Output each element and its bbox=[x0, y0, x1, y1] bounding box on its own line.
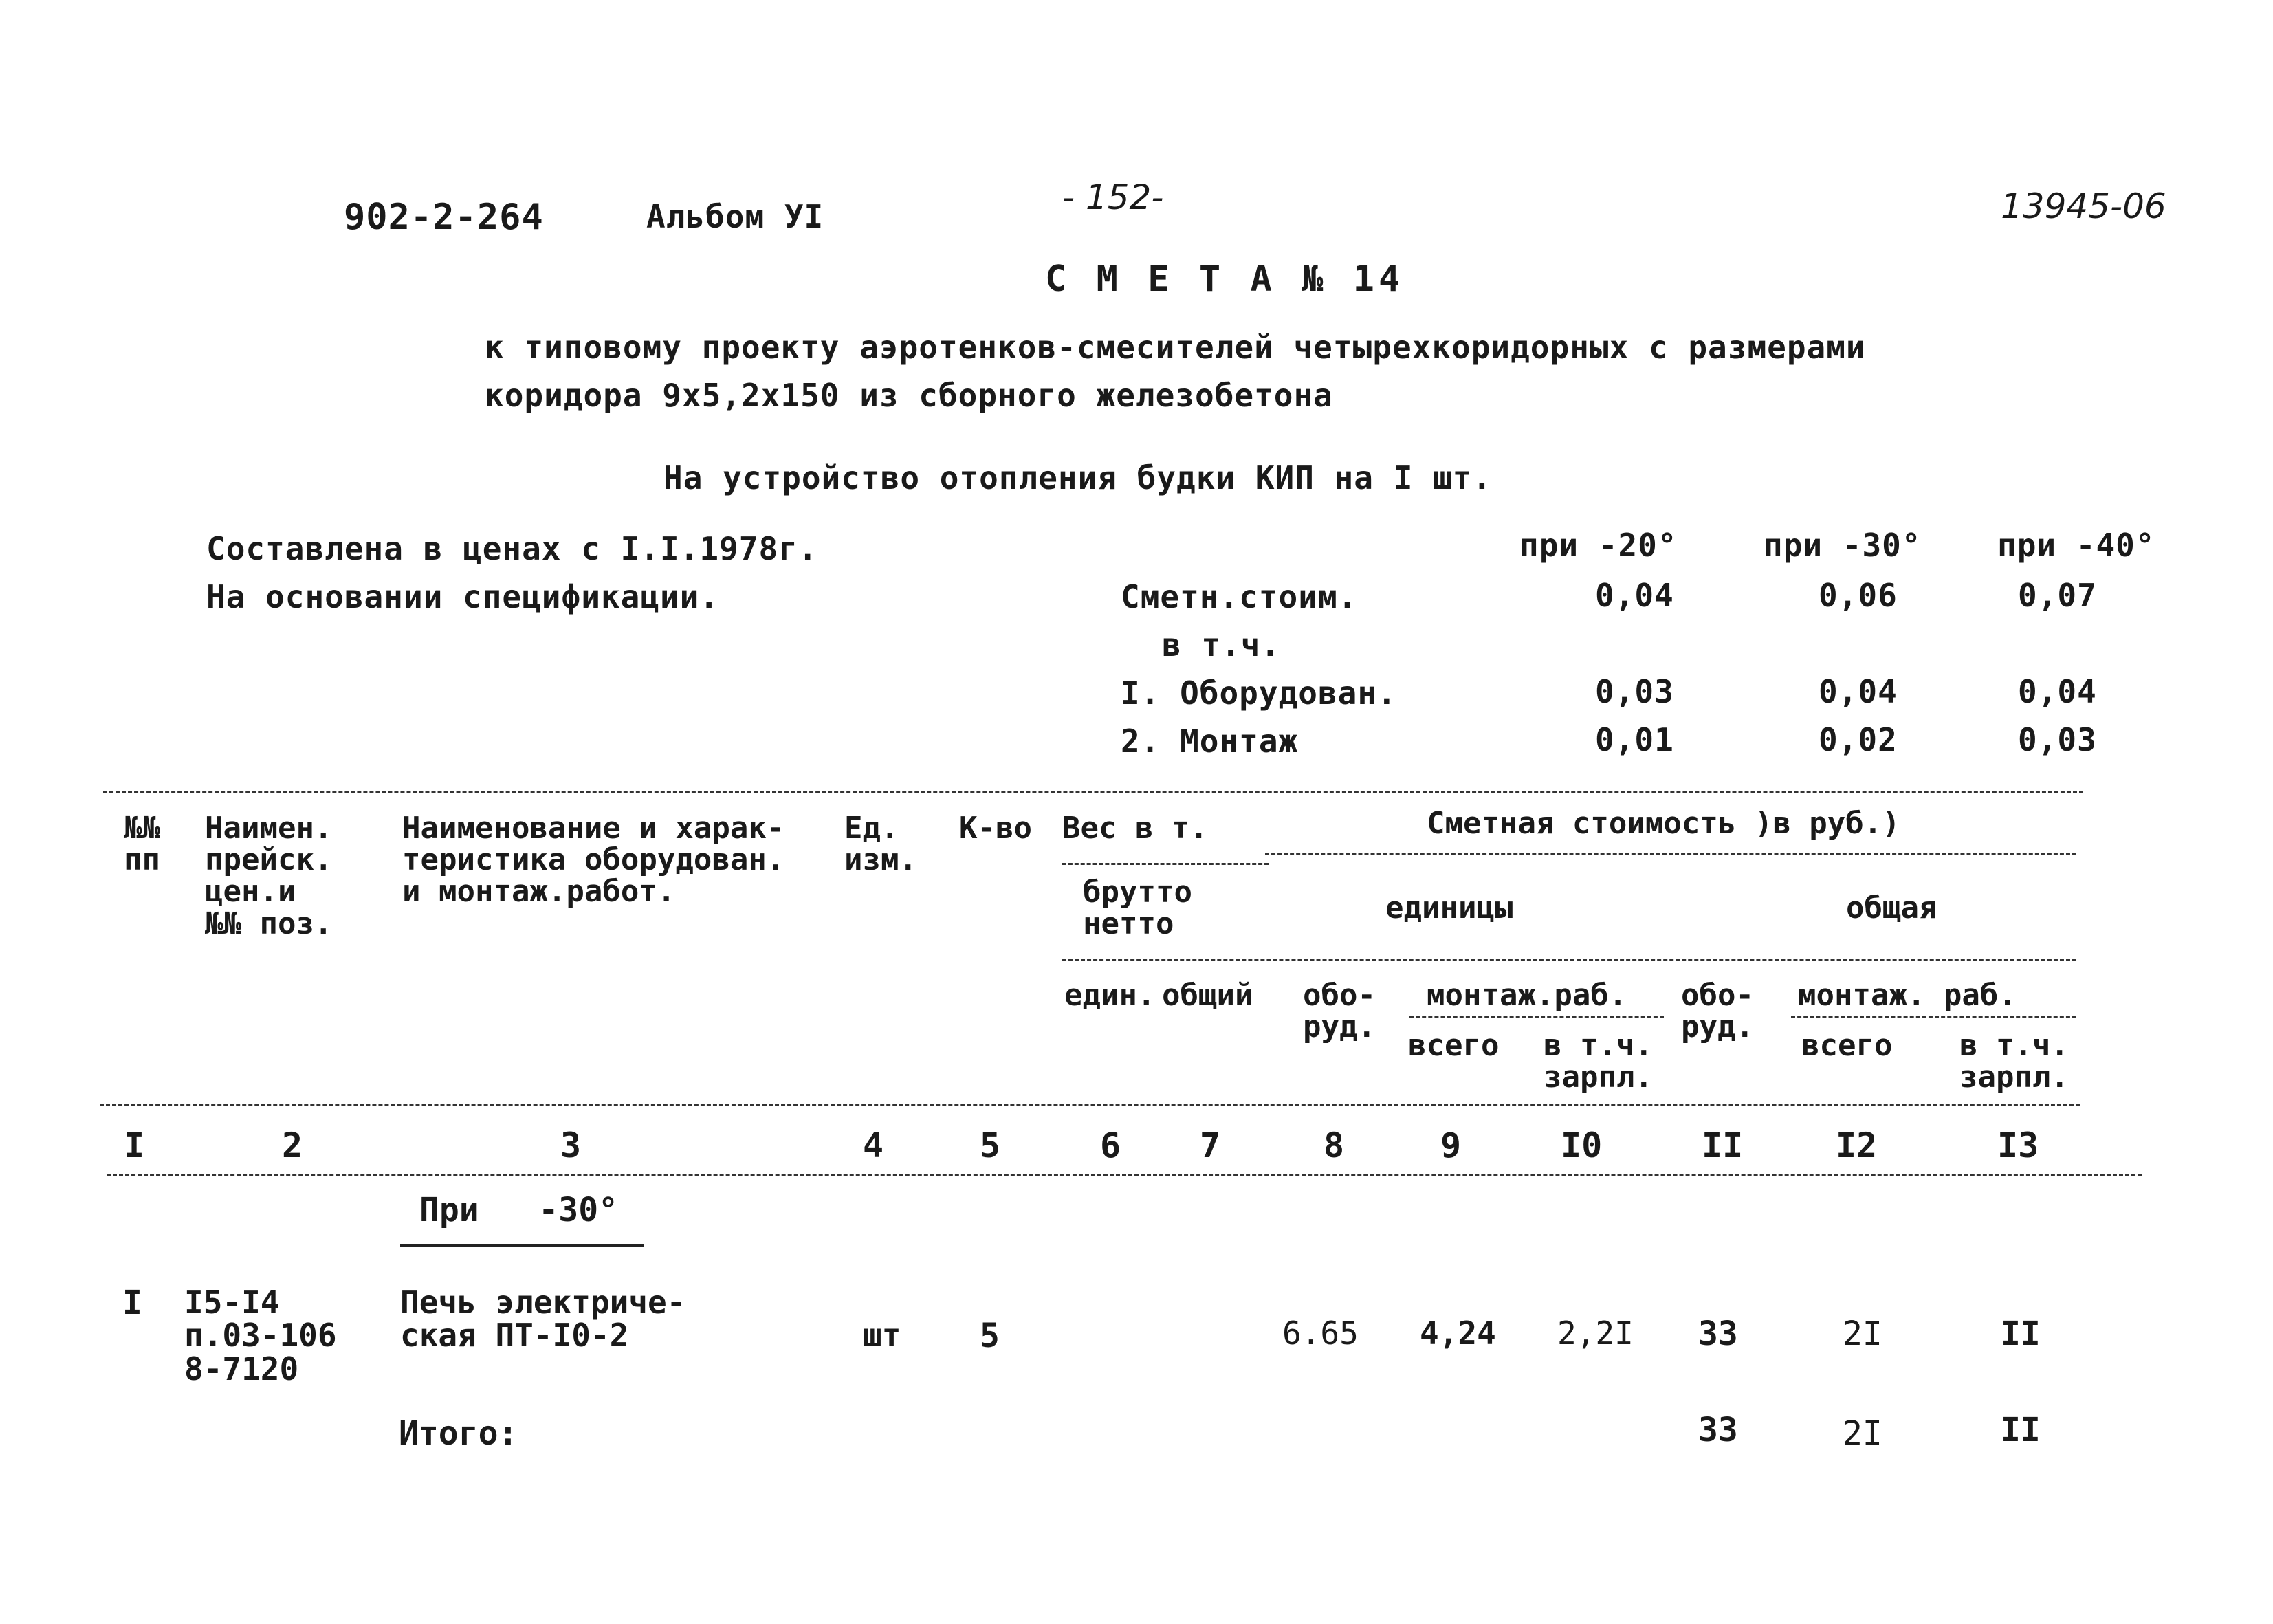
col-number: I bbox=[124, 1126, 145, 1165]
th-total-salary: в т.ч. зарпл. bbox=[1959, 1028, 2069, 1095]
summary-value: 0,04 bbox=[2018, 673, 2097, 710]
subgroup-rule bbox=[1062, 959, 2076, 961]
purpose-line: На устройство отопления будки КИП на I шт. bbox=[663, 459, 1493, 496]
row-mont-all: 4,24 bbox=[1420, 1315, 1496, 1352]
subtitle-line-1: к типовому проекту аэротенков-смесителей четырехкоридорных с размерами bbox=[485, 329, 1866, 366]
specification-basis: На основании спецификации. bbox=[206, 578, 720, 615]
row-unit: шт bbox=[863, 1317, 901, 1354]
summary-label-equipment: I. Оборудован. bbox=[1121, 674, 1397, 712]
summary-value: 0,01 bbox=[1595, 721, 1674, 758]
total-label: Итого: bbox=[399, 1414, 518, 1453]
row-price-code: I5-I4 п.03-106 8-7120 bbox=[184, 1284, 337, 1387]
total-salary: II bbox=[2001, 1411, 2041, 1449]
th-mont-group: монтаж.раб. bbox=[1427, 978, 1627, 1013]
col-number: I2 bbox=[1836, 1126, 1878, 1165]
th-weight-total: общий bbox=[1162, 978, 1253, 1013]
col-number: 3 bbox=[560, 1126, 582, 1165]
doc-code: 902-2-264 bbox=[344, 197, 544, 238]
summary-value: 0,07 bbox=[2018, 577, 2097, 614]
col-number: 7 bbox=[1200, 1126, 1221, 1165]
head-bottom-rule bbox=[100, 1104, 2080, 1106]
th-total-group: общая bbox=[1846, 890, 1937, 925]
row-description: Печь электриче- ская ПТ-I0-2 bbox=[400, 1284, 686, 1354]
summary-label-cost: Сметн.стоим. bbox=[1121, 578, 1358, 615]
row-total-equipment: 33 bbox=[1698, 1315, 1738, 1353]
section-heading: При -30° bbox=[419, 1191, 618, 1229]
th-weight: Вес в т. bbox=[1062, 811, 1208, 846]
row-total-salary: II bbox=[2001, 1315, 2041, 1353]
mont1-rule bbox=[1409, 1016, 1664, 1018]
album-label: Альбом УI bbox=[646, 198, 824, 235]
prices-basis: Составлена в ценах с I.I.1978г. bbox=[206, 530, 818, 567]
th-equipment: обо- руд. bbox=[1303, 978, 1376, 1045]
col-number: 4 bbox=[863, 1126, 884, 1165]
summary-value: 0,02 bbox=[1819, 721, 1898, 758]
total-equipment: 33 bbox=[1698, 1411, 1738, 1449]
row-number: I bbox=[122, 1284, 142, 1322]
col-number: 8 bbox=[1324, 1126, 1345, 1165]
col-number: I0 bbox=[1561, 1126, 1603, 1165]
col-number: 6 bbox=[1100, 1126, 1121, 1165]
numbers-bottom-rule bbox=[107, 1174, 2142, 1176]
mont2-rule bbox=[1791, 1016, 2076, 1018]
col-number: 9 bbox=[1440, 1126, 1462, 1165]
th-unit-group: единицы bbox=[1385, 890, 1513, 925]
th-unit: Ед. изм. bbox=[844, 811, 917, 878]
th-description: Наименование и харак- теристика оборудован. и монтаж.работ. bbox=[402, 811, 785, 910]
th-quantity: К-во bbox=[959, 811, 1032, 846]
th-price-code: Наимен. прейск. цен.и №№ поз. bbox=[205, 811, 333, 941]
th-weight-unit: един. bbox=[1064, 978, 1156, 1013]
col-number: 2 bbox=[282, 1126, 303, 1165]
summary-value: 0,03 bbox=[2018, 721, 2097, 758]
summary-label-installation: 2. Монтаж bbox=[1121, 723, 1299, 760]
table-top-rule bbox=[103, 791, 2083, 793]
weight-rule bbox=[1062, 863, 1269, 865]
col-number: II bbox=[1702, 1126, 1744, 1165]
summary-header-40: при -40° bbox=[1997, 527, 2155, 564]
cost-title-rule bbox=[1265, 853, 2076, 855]
th-mont2-group: монтаж. раб. bbox=[1798, 978, 2017, 1013]
th-mont-all: всего bbox=[1408, 1028, 1500, 1063]
col-number: I3 bbox=[1997, 1126, 2039, 1165]
th-cost-title: Сметная стоимость )в руб.) bbox=[1427, 806, 1900, 841]
page-number: - 152- bbox=[1062, 177, 1164, 217]
th-brutto: брутто нетто bbox=[1083, 875, 1192, 942]
summary-value: 0,04 bbox=[1595, 577, 1674, 614]
th-total-mont: всего bbox=[1801, 1028, 1893, 1063]
th-number: №№ пп bbox=[124, 811, 160, 878]
th-mont-salary: в т.ч. зарпл. bbox=[1544, 1028, 1653, 1095]
section-underline bbox=[400, 1244, 644, 1247]
th-total-equipment: обо- руд. bbox=[1681, 978, 1754, 1045]
subtitle-line-2: коридора 9х5,2х150 из сборного железобетона bbox=[485, 377, 1333, 414]
summary-label-including: в т.ч. bbox=[1162, 626, 1281, 663]
summary-value: 0,04 bbox=[1819, 673, 1898, 710]
row-mont-salary: 2,2I bbox=[1557, 1315, 1634, 1352]
col-number: 5 bbox=[980, 1126, 1001, 1165]
row-total-mont: 2I bbox=[1843, 1315, 1882, 1353]
archive-number: 13945-06 bbox=[2001, 186, 2166, 226]
summary-header-30: при -30° bbox=[1764, 527, 1922, 564]
document-title: С М Е Т А № 14 bbox=[1045, 259, 1405, 300]
row-quantity: 5 bbox=[980, 1317, 1000, 1355]
summary-value: 0,06 bbox=[1819, 577, 1898, 614]
row-equipment-cost: 6.65 bbox=[1282, 1315, 1359, 1352]
total-mont: 2I bbox=[1843, 1414, 1882, 1453]
summary-header-20: при -20° bbox=[1519, 527, 1678, 564]
summary-value: 0,03 bbox=[1595, 673, 1674, 710]
